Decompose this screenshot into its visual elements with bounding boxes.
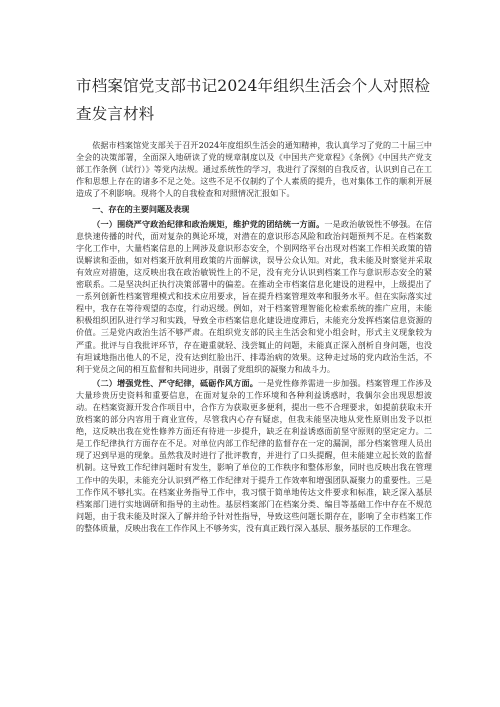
item-1-paragraph	[76, 218, 432, 375]
item-2-text: 一是党性修养需进一步加强。档案管理工作涉及大量珍贵历史资料和重要信息，在面对复杂的工作环境和各种利益诱惑时，我偶尔会出现思想波动。在档案资源开发合作项目中，合作方为获取更多便利，提出一些不合理要求，如提前获取未开放档案的部分内容用于商业宣传，尽管我内心存有疑虑，但我未能坚决地从党性原则出发予以拒绝，这反映出我在党性修养方面还有待进一步提升，缺乏在利益诱惑面前坚守原则的坚定定力。二是工作纪律执行方面存在不足。对单位内部工作纪律的监督存在一定的漏洞，部分档案管理人员出现了迟到早退的现象。虽然我及时进行了批评教育，并进行了口头提醒，但未能建立起长效的监督机制。这导致工作纪律问题时有发生，影响了单位的工作秩序和整体形象，同时也反映出我在管理工作中的失职，未能充分认识到严格工作纪律对于提升工作效率和增强团队凝聚力的重要性。三是工作作风不够扎实。在档案业务指导工作中，我习惯于简单地传达文件要求和标准，缺乏深入基层档案部门进行实地调研和指导的主动性。基层档案部门在档案分类、编目等基础工作中存在不规范问题，由于我未能及时深入了解并给予针对性指导，导致这些问题长期存在，影响了全市档案工作的整体质量，反映出我在工作作风上不够务实，没有真正践行深入基层、服务基层的工作理念。	[76, 377, 432, 533]
item-2-paragraph	[76, 377, 432, 534]
section-heading: 一、存在的主要问题及表现	[92, 204, 190, 215]
intro-paragraph: 依据市档案馆党支部关于召开2024年度组织生活会的通知精神，我认真学习了党的二十届三中全会的决策部署，全面深入地研读了党的规章制度以及《中国共产党章程》《条例》《中国共产党支部工作条例（试行）》等党内法规。通过系统性的学习，我进行了深刻的自我反省，认识到自己在工作和思想上存在的诸多不足之处。这些不足不仅制约了个人素质的提升，也对集体工作的顺利开展造成了不利影响。现将个人的自我检查和对照情况汇报如下。	[76, 140, 432, 199]
item-2-lead: （二）增强党性、严守纪律，砥砺作风方面。	[92, 377, 259, 388]
item-1-text: 一是政治敏锐性不够强。在信息快速传播的时代，面对复杂的舆论环境，对潜在的意识形态风险和政治问题预判不足。在档案数字化工作中，大量档案信息的上网涉及意识形态安全，个别网络平台出现对档案工作相关政策的错误解读和歪曲，如对档案开放利用政策的片面解读，误导公众认知。对此，我未能及时察觉并采取有效应对措施，这反映出我在政治敏锐性上的不足，没有充分认识到档案工作与意识形态安全的紧密联系。二是坚决纠正执行决策部署中的偏差。在推动全市档案信息化建设的进程中，上级提出了一系列创新性档案管理模式和技术应用要求，旨在提升档案管理效率和服务水平。但在实际落实过程中，我存在等待观望的态度，行动迟缓。例如，对于档案管理智能化检索系统的推广应用，未能积极组织团队进行学习和实践，导致全市档案信息化建设进度滞后，未能充分发挥档案信息资源的价值。三是党内政治生活不够严肃。在组织党支部的民主生活会和党小组会时，形式主义现象较为严重。批评与自我批评环节，存在避重就轻、浅尝辄止的问题，未能真正深入剖析自身问题，也没有坦诚地指出他人的不足，没有达到红脸出汗、排毒治病的效果。这种走过场的党内政治生活，不利于党员之间的相互监督和共同进步，削弱了党组织的凝聚力和战斗力。	[76, 218, 432, 374]
document-body	[76, 139, 432, 534]
item-1-lead: （一）围绕严守政治纪律和政治规矩，维护党的团结统一方面。	[92, 218, 325, 229]
page-title: 市档案馆党支部书记2024年组织生活会个人对照检查发言材料	[76, 77, 431, 123]
